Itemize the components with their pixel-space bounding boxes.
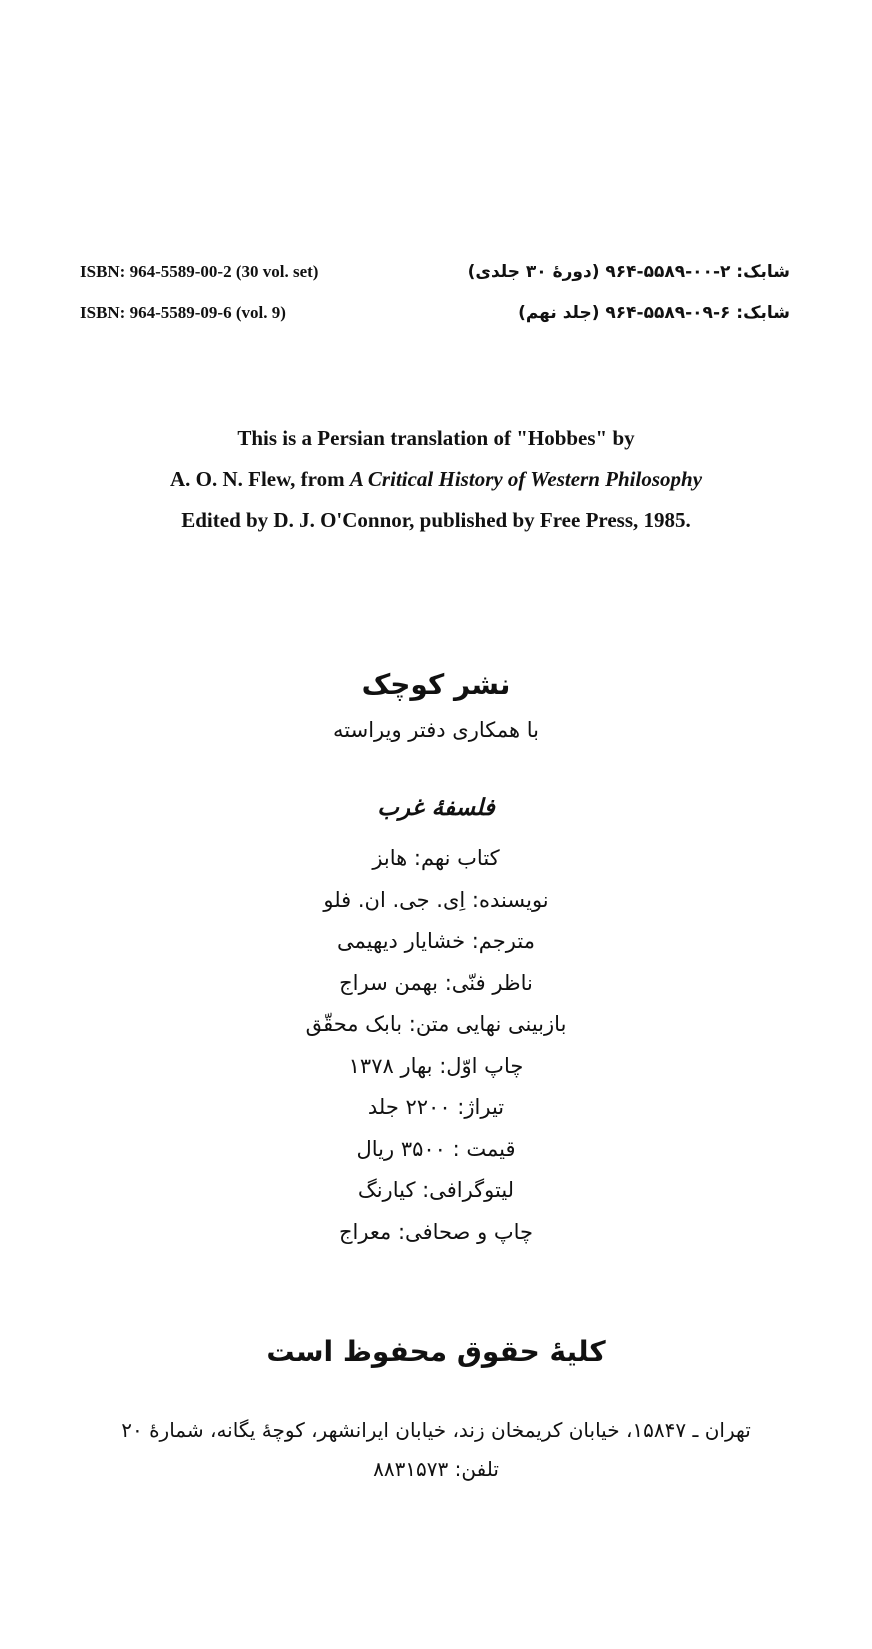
credit-price: قیمت : ۳۵۰۰ ریال [356,1136,516,1161]
credits-list [0,838,872,1253]
translation-notice-line-1: This is a Persian translation of "Hobbes" by [237,426,635,450]
publisher-cooperation: با همکاری دفتر ویراسته [333,718,539,742]
translation-notice [0,418,872,541]
rights-reserved: کلیهٔ حقوق محفوظ است [266,1335,606,1368]
isbn-set-persian: شابک: ۲-۰۰-۵۵۸۹-۹۶۴ (دورهٔ ۳۰ جلدی) [467,262,790,282]
isbn-volume-persian: شابک: ۶-۰۹-۵۵۸۹-۹۶۴ (جلد نهم) [518,303,790,323]
isbn-set-latin: ISBN: 964-5589-00-2 (30 vol. set) [80,262,319,281]
isbn-set-row [80,257,790,287]
translation-notice-line-3: Edited by D. J. O'Connor, published by Free Press, 1985. [181,508,691,532]
credit-translator: مترجم: خشایار دیهیمی [337,929,535,953]
series-title: فلسفهٔ غرب [377,795,495,821]
publisher-address: تهران ـ ۱۵۸۴۷، خیابان کریمخان زند، خیابان ایرانشهر، کوچهٔ یگانه، شمارهٔ ۲۰ [121,1418,751,1442]
credit-printing-binding: چاپ و صحافی: معراج [338,1219,534,1244]
credit-author: نویسنده: اِی. جی. ان. فلو [323,887,549,912]
credit-technical-supervisor: ناظر فنّی: بهمن سراج [339,970,533,995]
publisher-phone: تلفن: ۸۸۳۱۵۷۳ [373,1457,499,1481]
credit-lithography: لیتوگرافی: کیارنگ [357,1178,515,1202]
credit-book-number: کتاب نهم: هابز [372,846,500,870]
isbn-volume-row [80,298,790,328]
translation-notice-line-2 [0,459,872,500]
author-source-prefix: A. O. N. Flew, from [169,467,350,491]
credit-first-edition: چاپ اوّل: بهار ۱۳۷۸ [348,1053,524,1078]
credit-final-review: بازبینی نهایی متن: بابک محقّق [305,1012,567,1036]
source-book-title: A Critical History of Western Philosophy [349,467,703,491]
isbn-volume-latin: ISBN: 964-5589-09-6 (vol. 9) [80,303,286,322]
credit-print-run: تیراژ: ۲۲۰۰ جلد [367,1095,505,1119]
publisher-name: نشر کوچک [361,668,511,701]
